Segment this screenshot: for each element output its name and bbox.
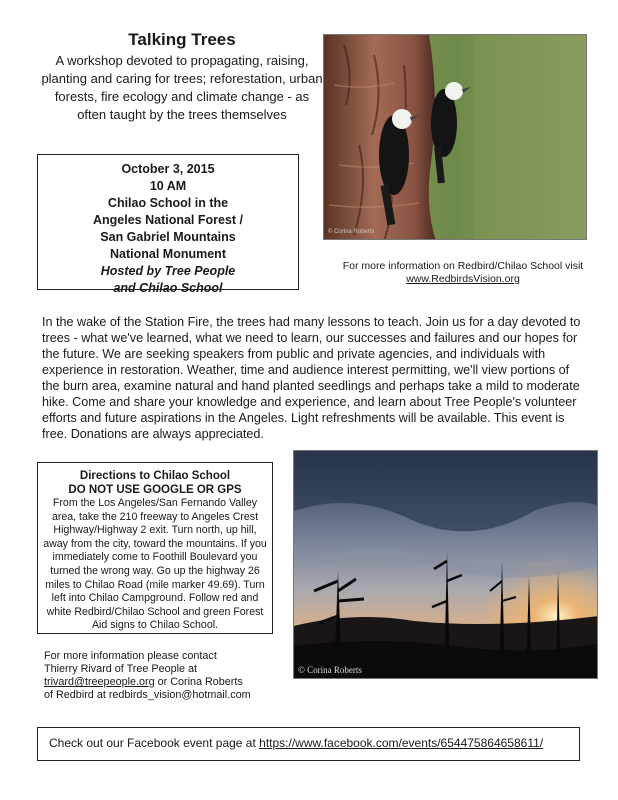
facebook-text: Check out our Facebook event page at (49, 736, 260, 750)
event-location-line: National Monument (110, 247, 226, 261)
event-description: In the wake of the Station Fire, the trees had many lessons to teach. Join us for a day devoted to trees - what we've learned, what we need to learn, our successes and failures and our hopes for the future. We are seeking speakers from public and private agencies, and individuals with experience in restoration. Weather, time and audience interest permitting, we'll view portions of the burn area, examine natural and hand planted seedlings and perhaps take a mild to moderate hike. Come and share your knowledge and experience, and learn about Tree People's volunteer efforts and future aspirations in the Angeles. Light refreshments will be available. This event is free. Donations are always appreciated. (42, 315, 581, 441)
redbirds-website-link[interactable]: www.RedbirdsVision.org (406, 273, 520, 285)
event-time: 10 AM (149, 179, 187, 193)
directions-box (37, 462, 273, 634)
directions-text: From the Los Angeles/San Fernando Valley area, take the 210 freeway to Angeles Crest Highway/Highway 2 exit. Turn north, up hill, away from the city, toward the mountains. If you immediately come to Foothill Boulevard you turned the wrong way. Go up the highway 26 miles to Chilao Road (mile marker 49.69). Turn left into Chilao Campground. Follow red and white Redbird/Chilao School and green Forest Aid signs to Chilao School. (43, 497, 267, 632)
page-title: Talking Trees (128, 30, 236, 49)
facebook-event-link[interactable]: https://www.facebook.com/events/654475864658611/ (259, 736, 544, 750)
more-info-text: For more information on Redbird/Chilao School visit (342, 260, 584, 272)
contact-block (44, 650, 284, 702)
event-host-line: and Chilao School (113, 281, 223, 295)
facebook-box (37, 727, 580, 761)
directions-warning: DO NOT USE GOOGLE OR GPS (68, 484, 242, 496)
contact-line: For more information please contact (44, 650, 217, 662)
photo-credit: © Corina Roberts (298, 665, 362, 675)
treepeople-email-link[interactable]: trivard@treepeople.org (44, 676, 155, 688)
event-location-line: Angeles National Forest / (92, 213, 244, 227)
intro-text: A workshop devoted to propagating, raising, planting and caring for trees; reforestation, urban forests, fire ecology and climate change - as often taught by the trees themselves (41, 53, 323, 122)
sunset-illustration (294, 451, 598, 679)
photo-credit: © Corina Roberts (328, 229, 375, 235)
contact-line (44, 676, 284, 689)
sunset-photo (293, 450, 598, 679)
woodpeckers-illustration (324, 35, 587, 240)
event-location-line: Chilao School in the (107, 196, 229, 210)
contact-line: of Redbird at redbirds_vision@hotmail.com (44, 689, 251, 701)
directions-heading: Directions to Chilao School (79, 470, 231, 482)
more-info-block (328, 260, 598, 286)
woodpeckers-photo (323, 34, 587, 240)
event-date: October 3, 2015 (121, 162, 215, 176)
contact-line-suffix: or Corina Roberts (154, 676, 243, 688)
event-details-box (37, 154, 299, 295)
event-host-line: Hosted by Tree People (100, 264, 236, 278)
event-location-line: San Gabriel Mountains (100, 230, 236, 244)
contact-line: Thierry Rivard of Tree People at (44, 663, 198, 675)
